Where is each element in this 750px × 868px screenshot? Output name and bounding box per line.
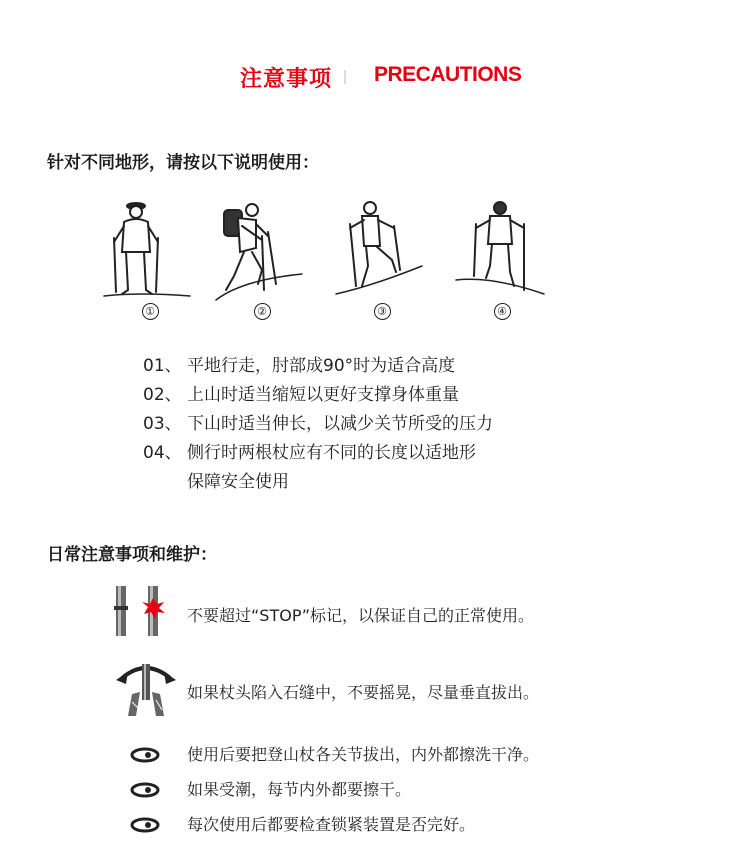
terrain-section-heading: 针对不同地形，请按以下说明使用： — [47, 153, 319, 173]
stop-mark-pole-icon — [112, 586, 174, 638]
terrain-figures — [100, 196, 540, 320]
figure-flat-ground — [100, 196, 200, 320]
figure-label: ④ — [494, 303, 511, 320]
page-title — [0, 62, 750, 94]
hiker-downhill-icon — [332, 196, 432, 320]
hiker-uphill-icon — [212, 196, 312, 320]
figure-sidehill — [452, 196, 552, 320]
rule-number: 01、 — [143, 356, 182, 376]
bullet-icon — [130, 747, 160, 763]
figure-label: ① — [142, 303, 159, 320]
care-text: 如果杖头陷入石缝中，不要摇晃，尽量垂直拔出。 — [187, 683, 540, 702]
rule-text: 下山时适当伸长，以减少关节所受的压力 — [187, 414, 493, 434]
rule-item — [143, 438, 476, 463]
figure-downhill — [332, 196, 432, 320]
bullet-icon — [130, 782, 160, 798]
care-text: 每次使用后都要检查锁紧装置是否完好。 — [187, 815, 476, 834]
care-text: 如果受潮，每节内外都要擦干。 — [187, 780, 412, 799]
figure-label: ② — [254, 303, 271, 320]
care-text: 使用后要把登山杖各关节拔出，内外都擦洗干净。 — [187, 745, 540, 764]
title-chinese: 注意事项 — [240, 67, 333, 92]
rule-text: 上山时适当缩短以更好支撑身体重量 — [187, 385, 459, 405]
bullet-icon — [130, 817, 160, 833]
rule-text: 侧行时两根杖应有不同的长度以适地形 — [187, 443, 476, 463]
rule-number: 04、 — [143, 443, 182, 463]
rule-item — [143, 380, 459, 405]
title-english: PRECAUTIONS — [374, 63, 522, 86]
stuck-tip-icon — [116, 660, 176, 718]
rule-number: 03、 — [143, 414, 182, 434]
care-section-heading: 日常注意事项和维护： — [47, 545, 217, 565]
rule-number: 02、 — [143, 385, 182, 405]
rule-text: 平地行走，肘部成90°时为适合高度 — [187, 356, 456, 376]
rule-item — [143, 409, 493, 434]
figure-uphill — [212, 196, 312, 320]
hiker-flat-ground-icon — [100, 196, 200, 320]
title-divider — [344, 70, 346, 84]
care-text: 不要超过“STOP”标记，以保证自己的正常使用。 — [187, 606, 535, 625]
rule-continuation: 保障安全使用 — [187, 472, 289, 492]
figure-label: ③ — [374, 303, 391, 320]
hiker-sidehill-icon — [452, 196, 552, 320]
rule-item — [143, 351, 455, 376]
